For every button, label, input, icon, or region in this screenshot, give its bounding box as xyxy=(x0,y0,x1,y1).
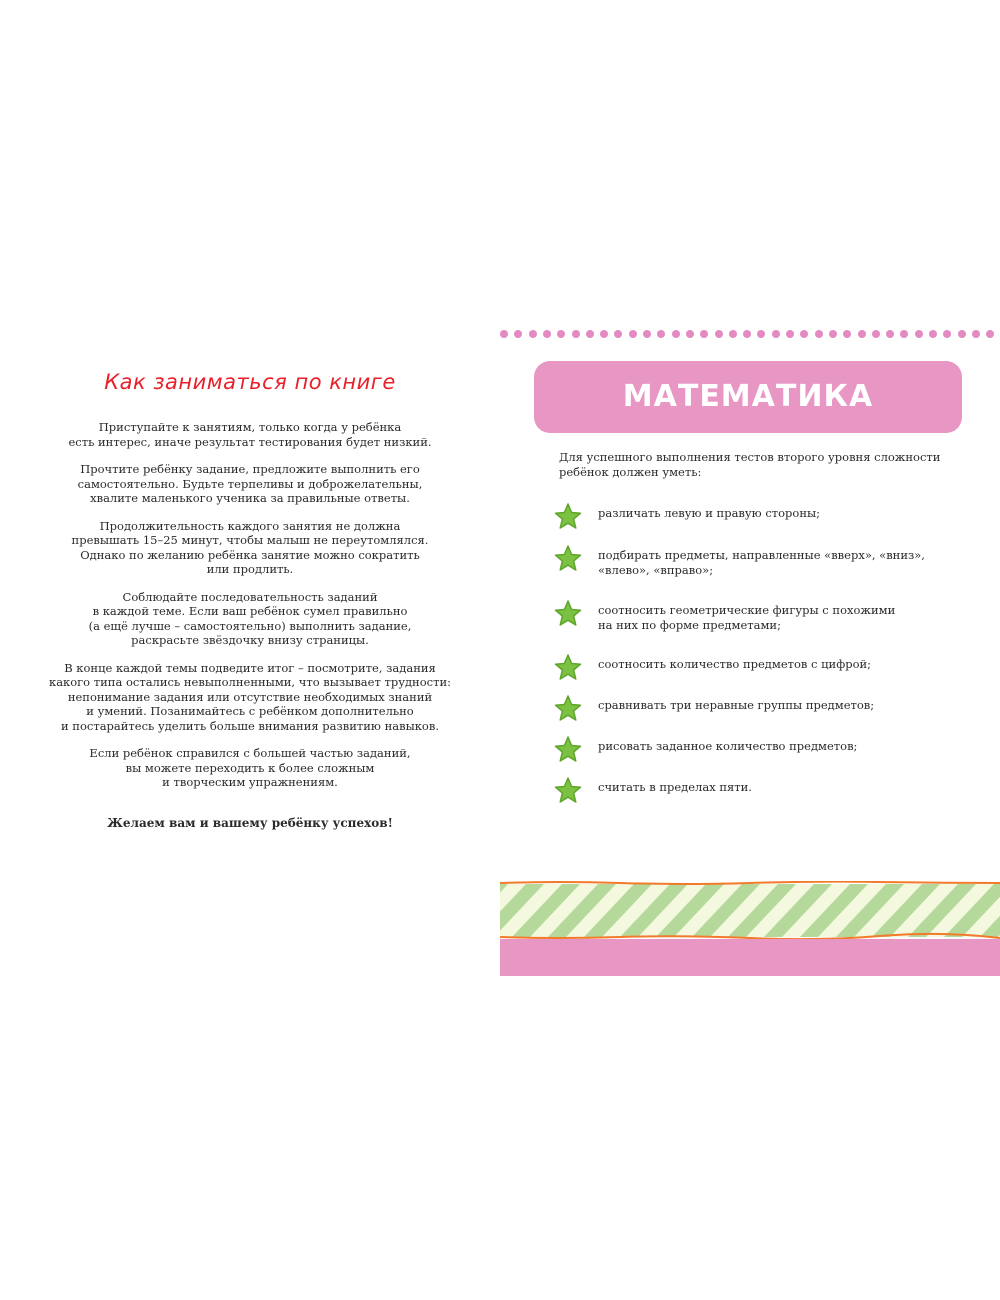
instruction-paragraph xyxy=(40,519,460,577)
dot xyxy=(843,330,851,338)
skill-line: сравнивать три неравные группы предметов; xyxy=(598,698,875,712)
dot xyxy=(686,330,694,338)
dot xyxy=(772,330,780,338)
striped-decorative-band xyxy=(500,881,1000,976)
instruction-paragraph xyxy=(40,590,460,648)
dot xyxy=(943,330,951,338)
dot xyxy=(600,330,608,338)
instruction-line: в каждой теме. Если ваш ребёнок сумел правильно xyxy=(92,604,408,618)
dot xyxy=(586,330,594,338)
dot xyxy=(672,330,680,338)
instruction-line: хвалите маленького ученика за правильные ответы. xyxy=(90,491,410,505)
instruction-line: и постарайтесь уделить больше внимания развитию навыков. xyxy=(60,718,439,733)
dot xyxy=(929,330,937,338)
dot xyxy=(958,330,966,338)
dot xyxy=(743,330,751,338)
instruction-line: Однако по желанию ребёнка занятие можно сократить xyxy=(80,547,420,562)
dot xyxy=(800,330,808,338)
dot xyxy=(915,330,923,338)
skill-line: рисовать заданное количество предметов; xyxy=(598,739,858,753)
star-icon xyxy=(553,776,583,806)
instruction-line: (а ещё лучше – самостоятельно) выполнить задание, xyxy=(88,618,412,633)
instruction-line: раскрасьте звёздочку внизу страницы. xyxy=(131,633,369,647)
dot xyxy=(557,330,565,338)
instruction-line: вы можете переходить к более сложным xyxy=(125,760,375,775)
skill-line: считать в пределах пяти. xyxy=(598,780,752,794)
instruction-line: непонимание задания или отсутствие необходимых знаний xyxy=(67,689,433,704)
skill-item xyxy=(553,657,953,697)
instruction-paragraph xyxy=(40,420,460,449)
instruction-line: Приступайте к занятиям, только когда у ребёнка xyxy=(98,420,402,434)
instruction-line: есть интерес, иначе результат тестирования будет низкий. xyxy=(68,434,432,449)
dot xyxy=(657,330,665,338)
instruction-line: Продолжительность каждого занятия не должна xyxy=(99,518,401,533)
dot xyxy=(886,330,894,338)
skills-intro-line: ребёнок должен уметь: xyxy=(559,464,702,479)
star-icon xyxy=(553,599,583,629)
star-icon xyxy=(553,653,583,683)
dot xyxy=(900,330,908,338)
dot xyxy=(972,330,980,338)
skill-item xyxy=(553,548,953,588)
skill-text xyxy=(598,698,874,713)
dot xyxy=(629,330,637,338)
dot xyxy=(529,330,537,338)
instructions-title: Как заниматься по книге xyxy=(104,370,396,394)
instruction-line: и творческим упражнениям. xyxy=(162,775,338,789)
instruction-line: В конце каждой темы подведите итог – посмотрите, задания xyxy=(64,660,436,675)
skill-line: соотносить геометрические фигуры с похожими xyxy=(598,603,896,617)
skill-line: соотносить количество предметов с цифрой; xyxy=(598,657,872,671)
skill-item xyxy=(553,739,953,779)
math-banner xyxy=(534,361,962,433)
math-banner-title: МАТЕМАТИКА xyxy=(622,379,874,414)
star-icon xyxy=(553,502,583,532)
instruction-line: превышать 15–25 минут, чтобы малыш не переутомлялся. xyxy=(71,533,429,547)
dot xyxy=(572,330,580,338)
skill-line: подбирать предметы, направленные «вверх», «вниз», xyxy=(598,548,925,562)
dot xyxy=(514,330,522,338)
dot xyxy=(729,330,737,338)
star-icon xyxy=(553,735,583,765)
dotted-divider xyxy=(500,330,1000,342)
skill-text xyxy=(598,603,895,632)
instruction-paragraph xyxy=(40,661,460,734)
skill-text xyxy=(598,657,871,672)
closing-wish: Желаем вам и вашему ребёнку успехов! xyxy=(107,815,393,830)
skill-item xyxy=(553,780,953,820)
instruction-line: какого типа остались невыполненными, что вызывает трудности: xyxy=(49,675,451,689)
dot xyxy=(715,330,723,338)
skill-item xyxy=(553,506,953,546)
dot xyxy=(815,330,823,338)
instruction-line: самостоятельно. Будьте терпеливы и доброжелательны, xyxy=(77,476,423,491)
dot xyxy=(757,330,765,338)
dot xyxy=(643,330,651,338)
star-icon xyxy=(553,694,583,724)
dot xyxy=(872,330,880,338)
skills-intro-line: Для успешного выполнения тестов второго уровня сложности xyxy=(559,450,941,464)
skill-item xyxy=(553,698,953,738)
skill-text xyxy=(598,548,925,577)
dot xyxy=(543,330,551,338)
skill-line: на них по форме предметами; xyxy=(598,617,781,632)
skill-text xyxy=(598,506,820,521)
skill-line: «влево», «вправо»; xyxy=(598,562,714,577)
instruction-line: или продлить. xyxy=(206,562,294,576)
dot xyxy=(986,330,994,338)
instruction-paragraph xyxy=(40,462,460,506)
skill-text xyxy=(598,739,857,754)
skill-line: различать левую и правую стороны; xyxy=(598,506,821,520)
skill-text xyxy=(598,780,752,795)
dot xyxy=(858,330,866,338)
instructions-body xyxy=(40,420,460,790)
instructions-page xyxy=(40,370,460,830)
instruction-line: Прочтите ребёнку задание, предложите выполнить его xyxy=(80,462,420,476)
dot xyxy=(614,330,622,338)
dot xyxy=(500,330,508,338)
instruction-line: Если ребёнок справился с большей частью заданий, xyxy=(89,746,411,760)
star-icon xyxy=(553,544,583,574)
instruction-line: и умений. Позанимайтесь с ребёнком дополнительно xyxy=(86,704,414,718)
skills-intro xyxy=(559,450,949,479)
skill-item xyxy=(553,603,953,643)
instruction-line: Соблюдайте последовательность заданий xyxy=(122,589,378,604)
dot xyxy=(786,330,794,338)
dot xyxy=(700,330,708,338)
instruction-paragraph xyxy=(40,746,460,790)
dot xyxy=(829,330,837,338)
